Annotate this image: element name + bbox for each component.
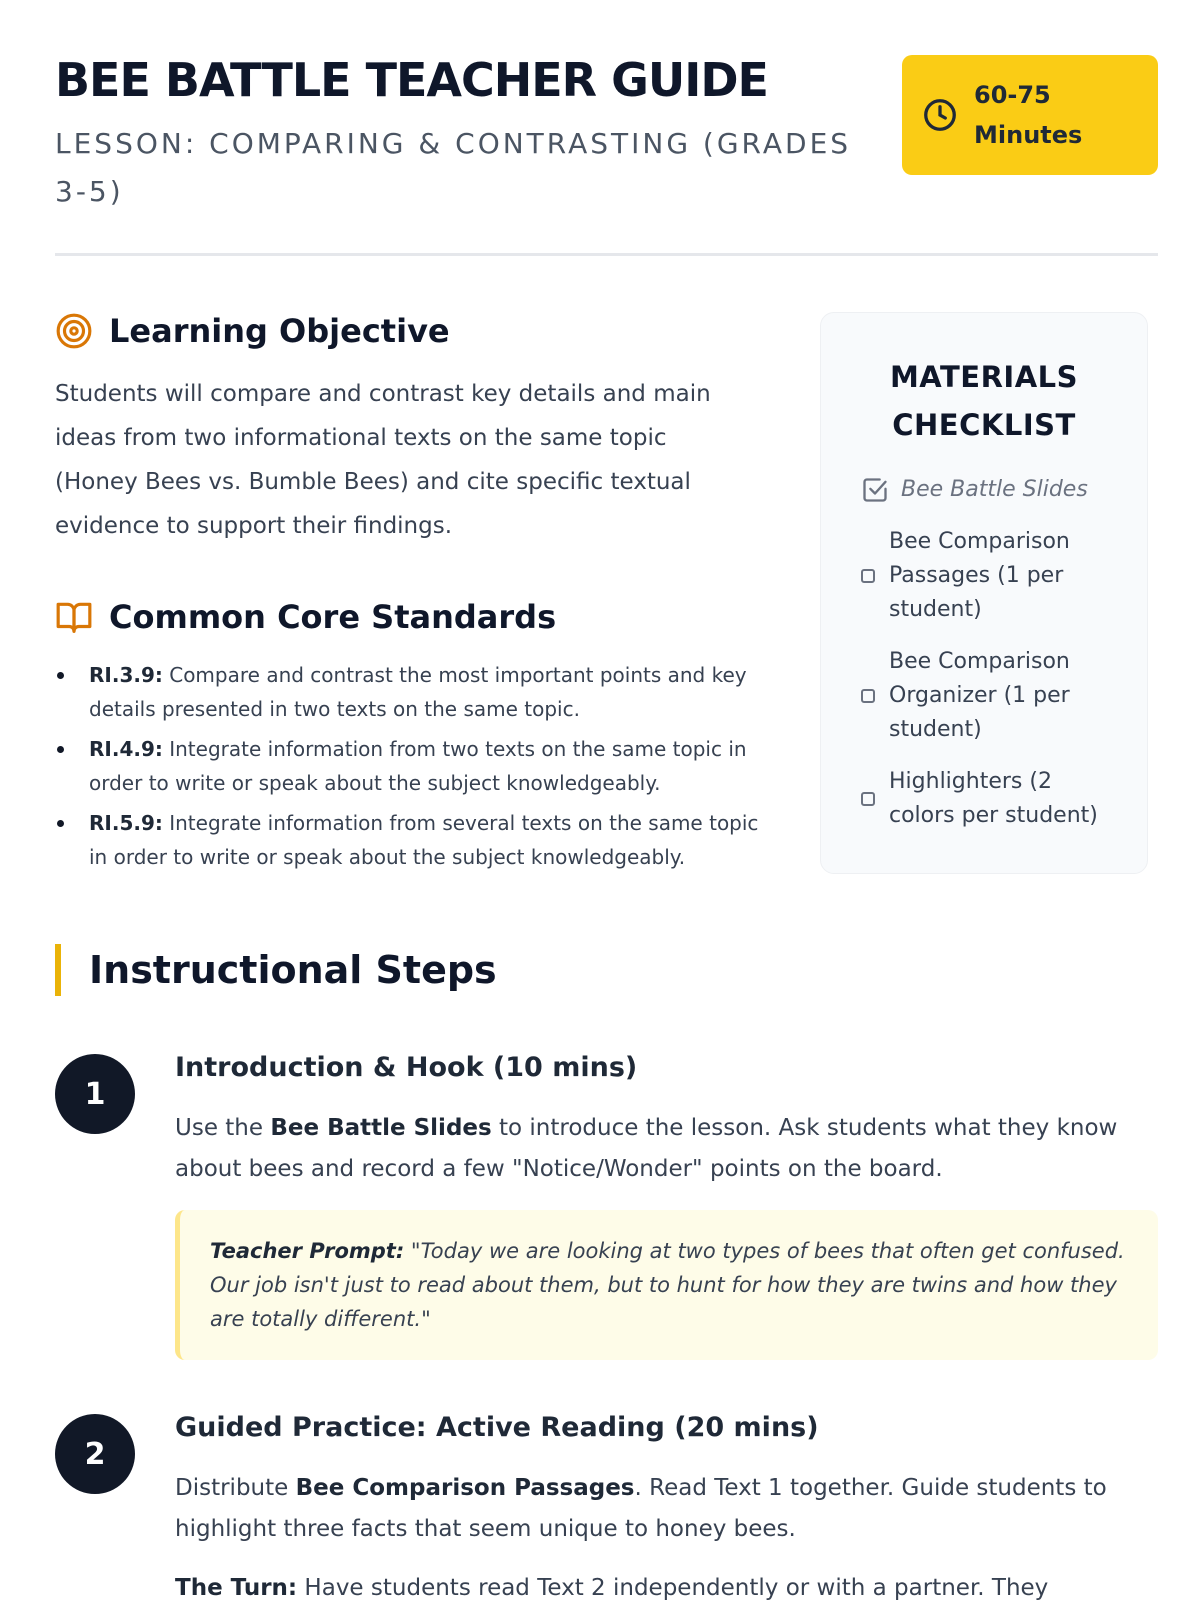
checklist-item-label: Bee Battle Slides: [901, 477, 1088, 502]
standard-code: RI.5.9:: [89, 811, 163, 835]
step-body: [175, 1054, 1158, 1360]
material-name: Bee Battle Slides: [270, 1115, 492, 1141]
page-title: BEE BATTLE TEACHER GUIDE: [55, 53, 768, 107]
duration-label: 60-75 Minutes: [974, 81, 1083, 149]
materials-checklist: [820, 312, 1148, 874]
step-number-badge: 1: [55, 1054, 135, 1134]
step-text: [175, 1468, 1158, 1550]
checkbox[interactable]: [861, 689, 875, 703]
duration-badge: [902, 55, 1158, 175]
materials-list: [861, 473, 1123, 833]
checklist-item-label: Bee Comparison Organizer (1 per student): [889, 649, 1070, 742]
checklist-item[interactable]: [861, 473, 1123, 507]
step-text-part: . Read Text 1 together. Guide students to highlight three facts that seem unique to honey bees.: [175, 1475, 1107, 1542]
turn-label: The Turn:: [175, 1575, 298, 1600]
checkbox[interactable]: [861, 569, 875, 583]
standard-code: RI.4.9:: [89, 737, 163, 761]
standard-text: Compare and contrast the most important points and key details presented in two texts on the same topic.: [89, 663, 747, 721]
standards-list: [55, 658, 775, 874]
step-title: Introduction & Hook (10 mins): [175, 1052, 638, 1083]
step-text-part: Distribute: [175, 1475, 296, 1501]
checklist-item[interactable]: [861, 525, 1123, 627]
checklist-item-label: Bee Comparison Passages (1 per student): [889, 529, 1070, 622]
step-text-part: to introduce the lesson. Ask students what they know about bees and record a few "Notice/Wonder" points on the board.: [175, 1115, 1118, 1182]
prompt-label: Teacher Prompt:: [210, 1239, 405, 1263]
guide-header: [55, 55, 1158, 255]
material-name: Bee Comparison Passages: [295, 1475, 635, 1501]
open-book-icon: [55, 598, 93, 636]
accent-bar: [55, 944, 61, 996]
lesson-subtitle: LESSON: COMPARING & CONTRASTING (GRADES 3-5): [55, 126, 852, 208]
steps-heading-row: [55, 944, 497, 996]
objective-text: Students will compare and contrast key details and main ideas from two informational texts on the same topic (Honey Bees vs. Bumble Bees) and cite specific textual evidence to support their findings.: [55, 381, 711, 539]
checkbox[interactable]: [861, 792, 875, 806]
checked-box-icon[interactable]: [861, 476, 889, 504]
overview-column: [55, 312, 775, 880]
step-title: Guided Practice: Active Reading (20 mins): [175, 1412, 819, 1443]
steps-heading: Instructional Steps: [89, 948, 497, 992]
objective-heading-row: [55, 312, 775, 350]
turn-text: Have students read Text 2 independently or with a partner. They: [297, 1575, 1049, 1600]
standard-text: Integrate information from two texts on the same topic in order to write or speak about the subject knowledgeably.: [89, 737, 747, 795]
standards-heading-row: [55, 598, 775, 636]
objective-heading: Learning Objective: [109, 312, 450, 350]
standard-code: RI.3.9:: [89, 663, 163, 687]
list-item: [55, 658, 775, 726]
step-number-badge: 2: [55, 1414, 135, 1494]
step-text: [175, 1568, 1158, 1600]
materials-heading: MATERIALS CHECKLIST: [889, 360, 1079, 442]
prompt-text: "Today we are looking at two types of bees that often get confused. Our job isn't just to read about them, but to hunt for how they are twins and how they are totally different.": [210, 1239, 1125, 1331]
checklist-item[interactable]: [861, 645, 1123, 747]
step-text-part: Use the: [175, 1115, 271, 1141]
header-divider: [55, 253, 1158, 256]
checklist-item-label: Highlighters (2 colors per student): [889, 769, 1098, 828]
standard-text: Integrate information from several texts on the same topic in order to write or speak about the subject knowledgeably.: [89, 811, 759, 869]
checklist-item[interactable]: [861, 765, 1123, 833]
standards-heading: Common Core Standards: [109, 598, 557, 636]
step-body: [175, 1414, 1158, 1600]
step-text: [175, 1108, 1158, 1190]
target-icon: [55, 312, 93, 350]
list-item: [55, 732, 775, 800]
list-item: [55, 806, 775, 874]
teacher-prompt: [175, 1210, 1158, 1360]
clock-icon: [922, 97, 958, 133]
